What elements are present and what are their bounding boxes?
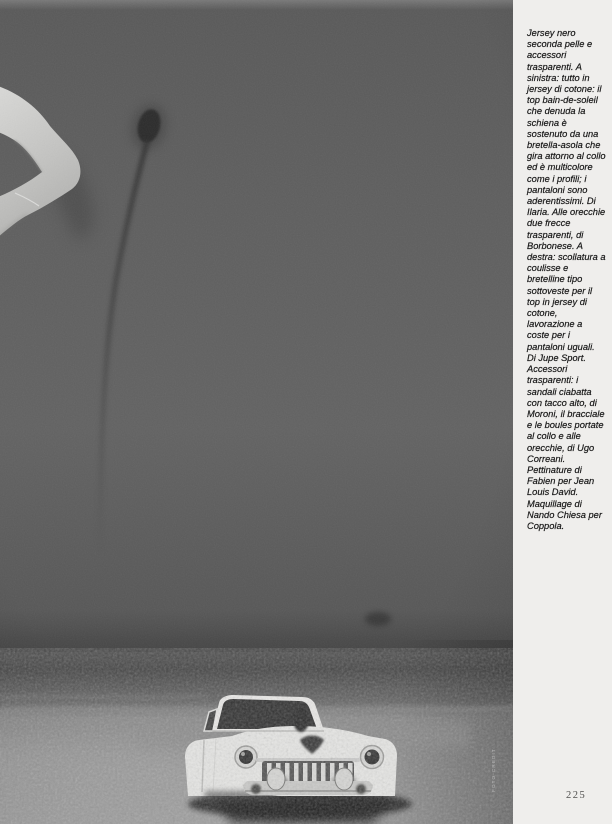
page-number: 225 [566,790,587,801]
caption-column [527,28,606,532]
photo-credit-vertical-text: FOTO·CREDIT [491,748,496,792]
gravel-grain [0,648,513,824]
caption-text: Jersey nero seconda pelle e accessori trasparenti. A sinistra: tutto in jersey di cotone: il top bain-de-soleil che denuda la schiena è sostenuto da una bretella-asola che gira attorno al collo ed è multicolore come i profili; i pantaloni sono aderentissimi. Di Ilaria. Alle orecchie due frecce trasparenti, di Borbonese. A destra: scollatura a coulisse e bretelline tipo sottoveste per il top in jersey di cotone, lavorazione a coste per i pantaloni uguali. Di Jupe Sport. Accessori trasparenti: i sandali ciabatta con tacco alto, di Moroni, il bracciale e le boules portate al collo e alle orecchie, di Ugo Correani. Pettinature di Fabien per Jean Louis David. Maquillage di Nando Chiesa per Coppola. [527,28,606,531]
